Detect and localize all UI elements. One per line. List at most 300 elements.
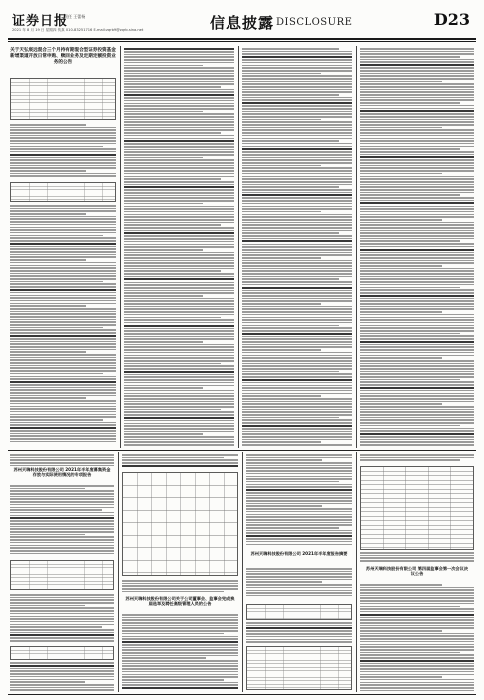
text-line (124, 409, 221, 411)
text-line (360, 552, 474, 554)
text-line (242, 208, 352, 210)
text-line (242, 436, 352, 438)
text-line (246, 530, 352, 532)
text-line (242, 346, 352, 348)
text-line (360, 289, 474, 291)
text-line (246, 573, 352, 575)
text-line (360, 91, 474, 93)
text-line (360, 194, 460, 196)
text-line (246, 514, 352, 516)
text-line (122, 679, 224, 681)
text-line (124, 151, 234, 153)
text-line (360, 208, 474, 210)
text-line (360, 660, 474, 662)
text-line (360, 319, 474, 321)
text-line (242, 244, 352, 246)
text-line (242, 143, 352, 145)
text-line (242, 341, 352, 343)
text-line (124, 390, 234, 392)
text-line (10, 610, 114, 612)
text-line (124, 403, 234, 405)
text-line (360, 384, 474, 386)
text-line (360, 308, 474, 310)
text-line (360, 70, 474, 72)
text-line (122, 588, 238, 590)
text-line (242, 173, 352, 175)
text-line (360, 108, 474, 110)
text-line (10, 621, 114, 623)
text-line (124, 360, 234, 362)
text-line (360, 679, 474, 681)
text-line (124, 65, 203, 67)
text-line (124, 349, 234, 351)
text-line (360, 395, 474, 397)
text-line (124, 444, 234, 446)
column-divider (120, 46, 121, 448)
text-line (246, 568, 352, 570)
text-line (10, 254, 116, 256)
text-line (360, 48, 474, 50)
text-line (242, 330, 352, 332)
text-line (360, 674, 474, 676)
text-column (122, 454, 238, 470)
text-line (360, 224, 474, 226)
text-line (124, 425, 234, 427)
text-column (10, 594, 114, 644)
text-line (122, 668, 238, 670)
text-line (10, 324, 116, 326)
text-line (10, 539, 114, 541)
text-line (242, 268, 352, 270)
text-line (124, 308, 234, 310)
text-line (242, 365, 352, 367)
text-column (246, 622, 352, 644)
text-line (124, 278, 234, 280)
text-line (242, 232, 339, 234)
text-line (122, 671, 238, 673)
text-line (124, 365, 234, 367)
text-line (360, 97, 474, 99)
text-line (360, 387, 474, 389)
text-line (10, 151, 116, 153)
text-line (242, 387, 352, 389)
text-line (10, 275, 116, 277)
text-line (124, 227, 234, 229)
text-line (124, 265, 234, 267)
text-line (242, 140, 339, 142)
text-line (242, 357, 352, 359)
text-line (360, 306, 474, 308)
text-line (124, 59, 234, 61)
text-line (10, 427, 116, 429)
text-line (10, 496, 114, 498)
text-line (246, 492, 352, 494)
text-line (360, 344, 474, 346)
text-line (360, 278, 474, 280)
text-line (360, 393, 474, 395)
text-line (246, 497, 352, 499)
text-line (360, 379, 460, 381)
text-line (242, 417, 339, 419)
text-line (242, 238, 352, 240)
text-line (246, 639, 352, 641)
text-line (242, 214, 352, 216)
text-line (124, 124, 234, 126)
text-line (124, 257, 234, 259)
text-line (360, 390, 474, 392)
text-line (10, 534, 85, 536)
text-line (242, 151, 352, 153)
text-line (10, 237, 116, 239)
text-line (360, 214, 474, 216)
text-line (246, 478, 352, 480)
text-line (246, 519, 352, 521)
section-divider (8, 450, 476, 451)
text-line (124, 143, 234, 145)
text-line (360, 360, 474, 362)
text-line (242, 336, 352, 338)
text-line (360, 419, 474, 421)
text-line (246, 503, 352, 505)
text-line (242, 395, 321, 397)
text-column (242, 48, 352, 446)
text-line (242, 119, 321, 121)
text-column (246, 568, 352, 600)
text-line (10, 286, 116, 288)
text-line (10, 520, 114, 522)
text-line (360, 61, 474, 63)
text-line (360, 365, 474, 367)
text-line (242, 278, 339, 280)
text-line (360, 53, 474, 55)
text-line (124, 417, 234, 419)
text-line (10, 485, 114, 487)
text-line (246, 527, 339, 529)
text-line (10, 332, 116, 334)
text-line (360, 219, 442, 221)
text-line (360, 436, 474, 438)
text-line (360, 105, 474, 107)
text-line (122, 660, 238, 662)
text-line (124, 67, 234, 69)
text-line (10, 124, 86, 126)
text-line (360, 428, 474, 430)
text-line (124, 376, 234, 378)
text-line (10, 488, 85, 490)
text-line (10, 526, 114, 528)
text-line (10, 441, 116, 443)
text-line (360, 140, 474, 142)
text-line (124, 186, 234, 188)
text-line (246, 590, 352, 592)
text-line (242, 441, 321, 443)
text-line (10, 392, 116, 394)
newspaper-logo: 证券日报 (12, 14, 69, 29)
text-line (124, 113, 234, 115)
text-line (242, 216, 352, 218)
text-line (360, 78, 474, 80)
text-line (242, 284, 352, 286)
text-line (242, 56, 352, 58)
text-line (360, 644, 474, 646)
text-line (10, 387, 116, 389)
text-line (124, 230, 234, 232)
text-line (10, 616, 114, 618)
text-line (10, 632, 114, 634)
text-line (242, 235, 352, 237)
text-line (124, 328, 234, 330)
text-line (360, 154, 474, 156)
announcement-title-report: 苏州天瑞科技股份有限公司 2021年半年度报告摘要 (250, 551, 348, 556)
text-line (242, 379, 352, 381)
text-line (10, 159, 116, 161)
text-line (242, 59, 352, 61)
data-table (10, 182, 116, 202)
column-divider (356, 46, 357, 448)
text-line (124, 276, 234, 278)
text-line (124, 382, 234, 384)
text-line (242, 170, 352, 172)
text-line (242, 409, 352, 411)
text-line (124, 411, 234, 413)
text-line (360, 454, 474, 456)
text-line (242, 419, 352, 421)
text-column (10, 485, 114, 557)
text-line (10, 378, 116, 380)
text-line (124, 111, 203, 113)
text-line (242, 124, 352, 126)
text-line (242, 314, 352, 316)
text-line (10, 205, 116, 207)
text-line (124, 222, 234, 224)
text-line (360, 238, 474, 240)
text-line (124, 414, 234, 416)
text-line (124, 319, 234, 321)
text-line (10, 173, 116, 175)
text-line (360, 459, 460, 461)
text-line (124, 298, 234, 300)
text-line (124, 371, 234, 373)
text-line (242, 298, 352, 300)
text-line (10, 127, 116, 129)
text-line (124, 91, 234, 93)
text-line (360, 230, 474, 232)
text-line (10, 602, 114, 604)
text-line (242, 200, 352, 202)
text-line (242, 146, 352, 148)
text-line (124, 431, 234, 433)
text-line (360, 143, 474, 145)
text-line (246, 500, 352, 502)
text-line (10, 243, 116, 245)
text-line (360, 178, 474, 180)
text-line (360, 676, 442, 678)
text-line (124, 132, 221, 134)
text-line (122, 619, 238, 621)
text-line (360, 189, 474, 191)
text-line (360, 330, 474, 332)
text-line (124, 357, 234, 359)
text-line (10, 297, 116, 299)
text-line (124, 254, 234, 256)
text-line (242, 292, 352, 294)
text-line (242, 385, 352, 387)
text-line (10, 259, 86, 261)
text-line (360, 200, 474, 202)
text-line (124, 116, 234, 118)
text-line (242, 78, 352, 80)
text-line (360, 584, 442, 586)
text-line (242, 401, 352, 403)
text-line (242, 431, 352, 433)
text-line (122, 644, 238, 646)
text-line (124, 129, 234, 131)
text-line (360, 300, 474, 302)
section-subtitle: DISCLOSURE (276, 17, 353, 28)
text-line (122, 617, 238, 619)
text-line (360, 322, 474, 324)
text-line (360, 254, 474, 256)
text-line (242, 344, 352, 346)
text-line (10, 343, 116, 345)
text-line (242, 273, 352, 275)
text-line (124, 273, 234, 275)
text-line (360, 148, 460, 150)
text-line (124, 262, 234, 264)
text-line (124, 341, 203, 343)
text-line (10, 256, 116, 258)
text-line (124, 423, 234, 425)
text-line (246, 571, 352, 573)
text-line (124, 232, 234, 234)
fund-info-table (10, 78, 116, 120)
text-line (10, 531, 114, 533)
text-line (246, 587, 352, 589)
text-line (124, 368, 234, 370)
text-line (10, 547, 114, 549)
text-line (10, 341, 116, 343)
text-line (246, 532, 352, 534)
text-line (242, 121, 352, 123)
text-line (360, 222, 474, 224)
text-line (124, 100, 234, 102)
text-line (242, 194, 352, 196)
text-line (122, 625, 238, 627)
text-line (10, 501, 114, 503)
text-line (242, 53, 352, 55)
text-line (124, 119, 234, 121)
text-line (124, 140, 234, 142)
text-line (10, 684, 114, 686)
text-line (10, 433, 116, 435)
text-line (246, 481, 339, 483)
text-line (360, 276, 474, 278)
text-line (242, 252, 352, 254)
text-line (360, 202, 474, 204)
text-line (122, 636, 238, 638)
text-line (360, 587, 474, 589)
text-line (242, 203, 352, 205)
text-line (124, 51, 234, 53)
text-line (10, 545, 114, 547)
text-line (360, 249, 474, 251)
text-line (10, 668, 114, 670)
text-line (10, 329, 116, 331)
text-line (124, 211, 234, 213)
text-line (242, 89, 352, 91)
text-column (122, 580, 238, 594)
text-line (122, 687, 238, 689)
text-line (124, 176, 234, 178)
text-line (246, 473, 352, 475)
text-line (10, 373, 103, 375)
text-line (122, 649, 238, 651)
text-line (242, 390, 352, 392)
text-line (10, 335, 116, 337)
text-line (246, 476, 352, 478)
text-line (360, 235, 474, 237)
text-line (124, 287, 234, 289)
text-line (246, 544, 352, 546)
text-line (246, 622, 352, 624)
text-line (242, 240, 352, 242)
text-line (360, 338, 474, 340)
text-line (10, 311, 116, 313)
text-line (10, 406, 116, 408)
text-line (10, 662, 114, 664)
text-line (360, 373, 474, 375)
text-line (242, 65, 352, 67)
text-line (10, 229, 116, 231)
text-line (360, 56, 460, 58)
text-line (242, 333, 352, 335)
text-line (242, 254, 352, 256)
text-line (10, 424, 116, 426)
text-line (242, 73, 321, 75)
text-line (360, 138, 474, 140)
text-line (124, 398, 234, 400)
text-line (360, 439, 474, 441)
text-line (360, 641, 474, 643)
text-line (10, 262, 116, 264)
text-column (360, 48, 474, 446)
text-line (360, 317, 474, 319)
text-line (242, 116, 352, 118)
text-line (360, 603, 474, 605)
text-line (10, 221, 116, 223)
text-line (10, 457, 114, 459)
text-line (360, 252, 474, 254)
text-line (360, 232, 474, 234)
text-line (360, 110, 474, 112)
text-line (10, 594, 114, 596)
text-line (242, 86, 352, 88)
text-line (124, 346, 234, 348)
text-line (10, 246, 116, 248)
text-line (360, 135, 474, 137)
text-line (360, 89, 474, 91)
text-line (10, 665, 114, 667)
text-line (242, 376, 352, 378)
text-line (360, 159, 474, 161)
text-line (360, 265, 442, 267)
text-line (10, 528, 114, 530)
text-line (242, 290, 352, 292)
text-line (360, 268, 474, 270)
text-line (124, 441, 234, 443)
text-line (124, 244, 234, 246)
text-line (360, 665, 474, 667)
